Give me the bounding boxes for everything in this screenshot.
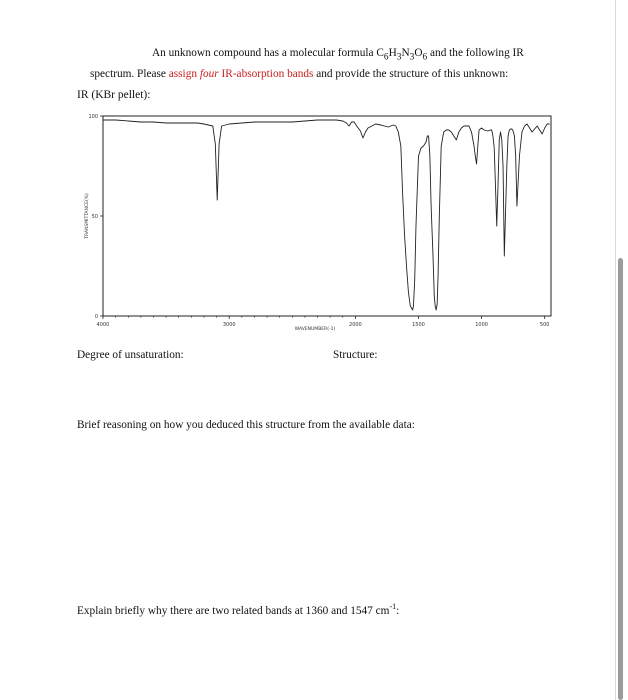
ir-label: IR (KBr pellet):	[77, 89, 151, 101]
intro-prefix: An unknown compound has a molecular formula	[152, 47, 377, 59]
bands-phrase: IR-absorption bands	[218, 68, 314, 81]
intro-line-2	[90, 66, 560, 83]
degree-of-unsaturation-label: Degree of unsaturation:	[77, 349, 184, 361]
formula-nitrogen-count: 3	[409, 52, 415, 63]
formula-oxygen-count: 6	[422, 52, 428, 63]
formula-carbon-count: 6	[383, 52, 389, 63]
ir-spectrum-chart	[75, 100, 557, 340]
x-tick-label: 1500	[412, 322, 425, 328]
assign-four-highlight	[169, 68, 314, 80]
structure-label: Structure:	[333, 349, 378, 361]
y-tick-label: 0	[94, 313, 98, 320]
intro-line-1	[90, 45, 560, 66]
x-tick-label: 500	[539, 322, 550, 328]
x-tick-label: 4000	[96, 322, 110, 328]
explain-prefix: Explain briefly why there are two related bands at 1360 and 1547 cm	[77, 604, 390, 617]
formula-hydrogen-count: 3	[396, 52, 402, 63]
formula-carbon: C	[376, 47, 384, 59]
x-tick-label: 2000	[349, 322, 362, 328]
explain-superscript: -1	[389, 602, 397, 611]
formula-oxygen: O	[414, 47, 423, 59]
formula-nitrogen: N	[401, 47, 410, 59]
y-tick-label: 50	[91, 213, 98, 220]
intro-suffix: and the following IR	[427, 47, 524, 59]
ir-spectrum-line	[103, 120, 550, 310]
assign-word: assign	[168, 68, 200, 81]
vertical-scrollbar[interactable]	[618, 258, 623, 700]
explain-suffix: :	[396, 604, 400, 617]
x-tick-label: 1000	[475, 322, 488, 328]
four-word: four	[199, 68, 219, 81]
molecular-formula	[376, 47, 428, 63]
question-intro	[90, 45, 560, 83]
line2-suffix: and provide the structure of this unknown:	[313, 68, 509, 81]
reasoning-prompt: Brief reasoning on how you deduced this structure from the available data:	[77, 419, 415, 431]
plot-frame	[103, 116, 551, 316]
y-tick-label: 100	[88, 113, 98, 120]
line2-prefix: spectrum. Please	[90, 68, 169, 81]
explain-bands-prompt	[77, 602, 399, 617]
y-axis-ticks	[88, 114, 103, 320]
formula-hydrogen: H	[388, 47, 397, 59]
page-edge	[615, 0, 616, 700]
y-axis-label: TRANSMITTANCE(%)	[85, 193, 90, 239]
x-tick-label: 3000	[222, 322, 236, 328]
x-axis-label: WAVENUMBER(-1)	[294, 327, 336, 332]
